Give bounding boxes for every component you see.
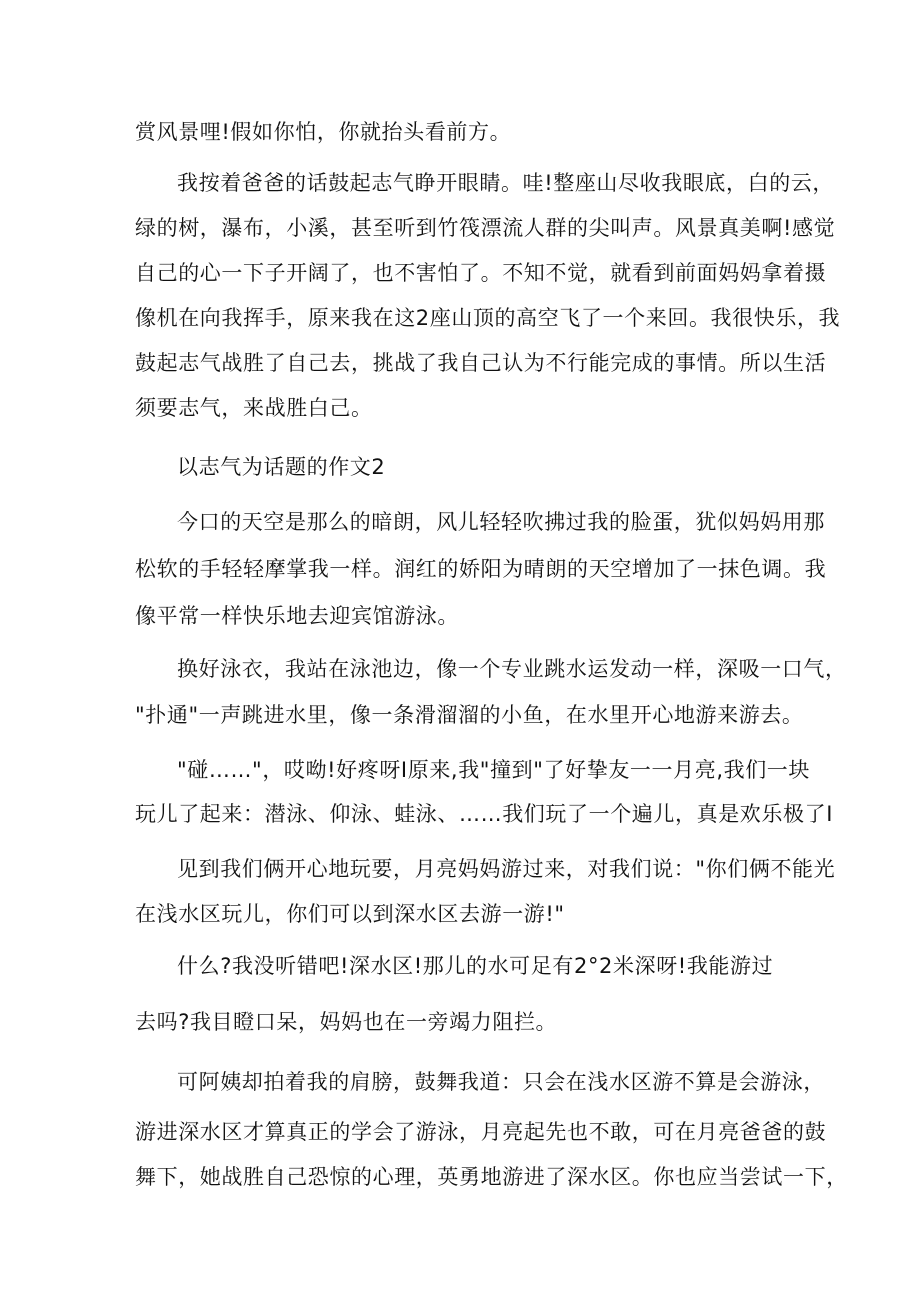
text-line: 自己的心一下子开阔了，也不害怕了。不知不觉，就看到前面妈妈拿着摄 — [135, 261, 827, 285]
text-line: 在浅水区玩儿，你们可以到深水区去游一游!" — [135, 902, 565, 926]
text-line: 赏风景哩!假如你怕，你就抬头看前方。 — [135, 120, 512, 144]
text-line: "扑通"一声跳进水里，像一条滑溜溜的小鱼，在水里开心地游来游去。 — [135, 703, 804, 727]
text-line: 换好泳衣，我站在泳池边，像一个专业跳水运发动一样，深吸一口气， — [177, 657, 847, 681]
text-line: 像机在向我挥手，原来我在这2座山顶的高空飞了一个来回。我很快乐，我 — [135, 306, 841, 330]
text-line: 鼓起志气战胜了自己去，挑战了我自己认为不行能完成的事情。所以生活 — [135, 351, 827, 375]
section-heading: 以志气为话题的作文2 — [177, 455, 386, 479]
text-line: 舞下，她战胜自己恐惊的心理，英勇地游进了深水区。你也应当尝试一下， — [135, 1165, 848, 1189]
text-line: 像平常一样快乐地去迎宾馆游泳。 — [135, 604, 459, 628]
text-line: 去吗?我目瞪口呆，妈妈也在一旁竭力阻拦。 — [135, 1010, 558, 1034]
text-line: 须要志气，来战胜白己。 — [135, 396, 373, 420]
text-line: 我按着爸爸的话鼓起志气睁开眼睛。哇!整座山尽收我眼底，白的云， — [177, 171, 835, 195]
text-line: 绿的树，瀑布，小溪，甚至听到竹筏漂流人群的尖叫声。风景真美啊!感觉 — [135, 216, 836, 240]
text-line: 游进深水区才算真正的学会了游泳，月亮起先也不敢，可在月亮爸爸的鼓 — [135, 1120, 827, 1144]
text-line: 玩儿了起来：潜泳、仰泳、蛙泳、……我们玩了一个遍儿，真是欢乐极了I — [135, 802, 833, 826]
text-line: 今口的天空是那么的暗朗，风儿轻轻吹拂过我的脸蛋，犹似妈妈用那 — [177, 510, 825, 534]
text-line: 见到我们俩开心地玩要，月亮妈妈游过来，对我们说："你们俩不能光 — [177, 857, 836, 881]
text-line: "碰……"，哎呦!好疼呀I原来,我"撞到"了好挚友一一月亮,我们一块 — [177, 758, 810, 782]
text-line: 什么?我没听错吧!深水区!那儿的水可足有2°2米深呀!我能游过 — [177, 954, 774, 978]
text-line: 可阿姨却拍着我的肩膀，鼓舞我道：只会在浅水区游不算是会游泳， — [177, 1070, 825, 1094]
text-line: 松软的手轻轻摩掌我一样。润红的娇阳为晴朗的天空增加了一抹色调。我 — [135, 557, 827, 581]
